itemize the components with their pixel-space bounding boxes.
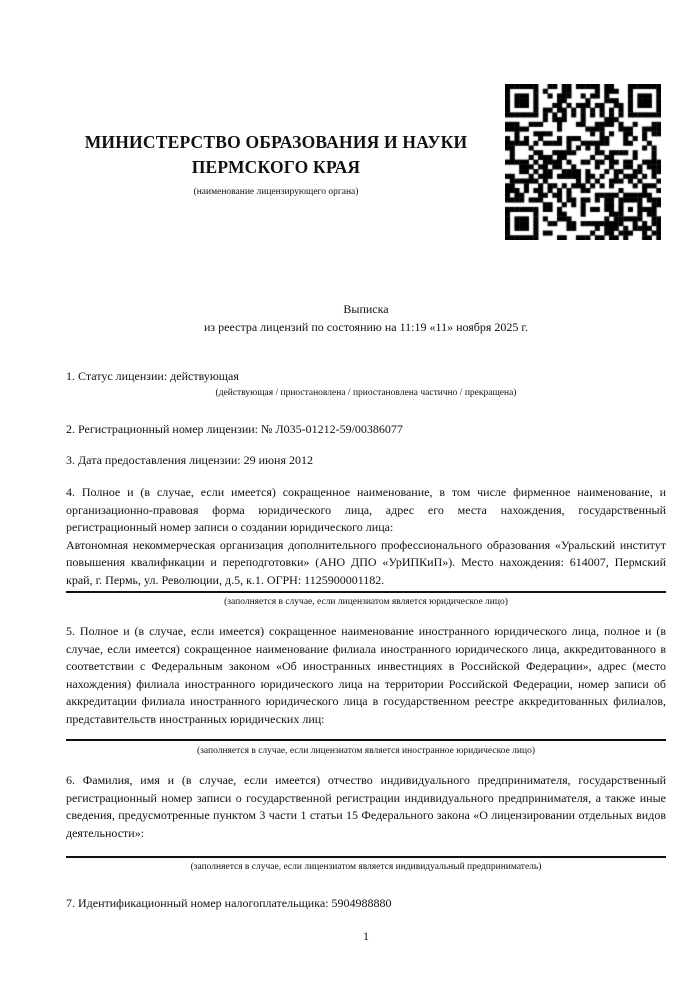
qr-code-icon [505, 84, 661, 240]
individual-entrepreneur-section [66, 772, 666, 844]
license-registration-number-line: 2. Регистрационный номер лицензии: № Л035-01212-59/00386077 [66, 422, 403, 436]
foreign-entity-caption: (заполняется в случае, если лицензиатом является иностранное юридическое лицо) [197, 746, 535, 756]
ministry-name-line1: МИНИСТЕРСТВО ОБРАЗОВАНИЯ И НАУКИ [84, 132, 468, 152]
ministry-name-line2: ПЕРМСКОГО КРАЯ [191, 157, 361, 177]
license-status-line: 1. Статус лицензии: действующая [66, 369, 239, 383]
document-title-line2: из реестра лицензий по состоянию на 11:19 «11» ноября 2025 г. [204, 319, 528, 334]
document-title-line1: Выписка [343, 302, 389, 316]
legal-entity-divider-line [66, 591, 666, 593]
individual-entrepreneur-divider-line [66, 856, 666, 858]
taxpayer-id-line: 7. Идентификационный номер налогоплательщика: 5904988880 [66, 896, 392, 910]
page-number: 1 [363, 929, 369, 943]
document-header [50, 130, 502, 198]
foreign-entity-section [66, 623, 666, 730]
legal-entity-question: 4. Полное и (в случае, если имеется) сокращенное наименование, в том числе фирменное наименование, и организационно-правовая форма юридического лица, адрес его места нахождения, государственный регистрационный номер записи о создании юридического лица: [66, 485, 666, 534]
legal-entity-answer: Автономная некоммерческая организация дополнительного профессионального образования «Уральский институт повышения квалификации и переподготовки» (АНО ДПО «УрИПКиП»). Место нахождения: 614007, Пермский край, г. Пермь, ул. Революции, д.5, к.1. ОГРН: 1125900001182. [66, 537, 666, 587]
foreign-entity-question: 5. Полное и (в случае, если имеется) сокращенное наименование иностранного юридического лица, полное и (в случае, если имеется) сокращенное наименование филиала иностранного юридического лица, аккредитованного в соответствии с Федеральным законом «Об иностранных инвестициях в Российской Федерации», адрес (место нахождения) филиала иностранного юридического лица на территории Российской Федерации, номер записи об аккредитации филиала иностранного юридического лица в государственном реестре аккредитованных филиалов, представительств иностранных юридических лиц: [66, 624, 666, 726]
license-status-options-caption: (действующая / приостановлена / приостановлена частично / прекращена) [215, 388, 517, 398]
individual-entrepreneur-question: 6. Фамилия, имя и (в случае, если имеется) отчество индивидуального предпринимателя, государственный регистрационный номер записи о государственной регистрации индивидуального предпринимателя, а также иные сведения, предусмотренные пунктом 3 части 1 статьи 15 Федерального закона «О лицензировании отдельных видов деятельности»: [66, 773, 666, 840]
legal-entity-section [66, 484, 666, 590]
licensing-authority-caption: (наименование лицензирующего органа) [193, 187, 359, 197]
license-grant-date-line: 3. Дата предоставления лицензии: 29 июня 2012 [66, 453, 313, 467]
document-title [66, 301, 666, 336]
individual-entrepreneur-caption: (заполняется в случае, если лицензиатом является индивидуальный предприниматель) [190, 862, 542, 872]
legal-entity-caption: (заполняется в случае, если лицензиатом является юридическое лицо) [224, 597, 508, 607]
foreign-entity-divider-line [66, 739, 666, 741]
